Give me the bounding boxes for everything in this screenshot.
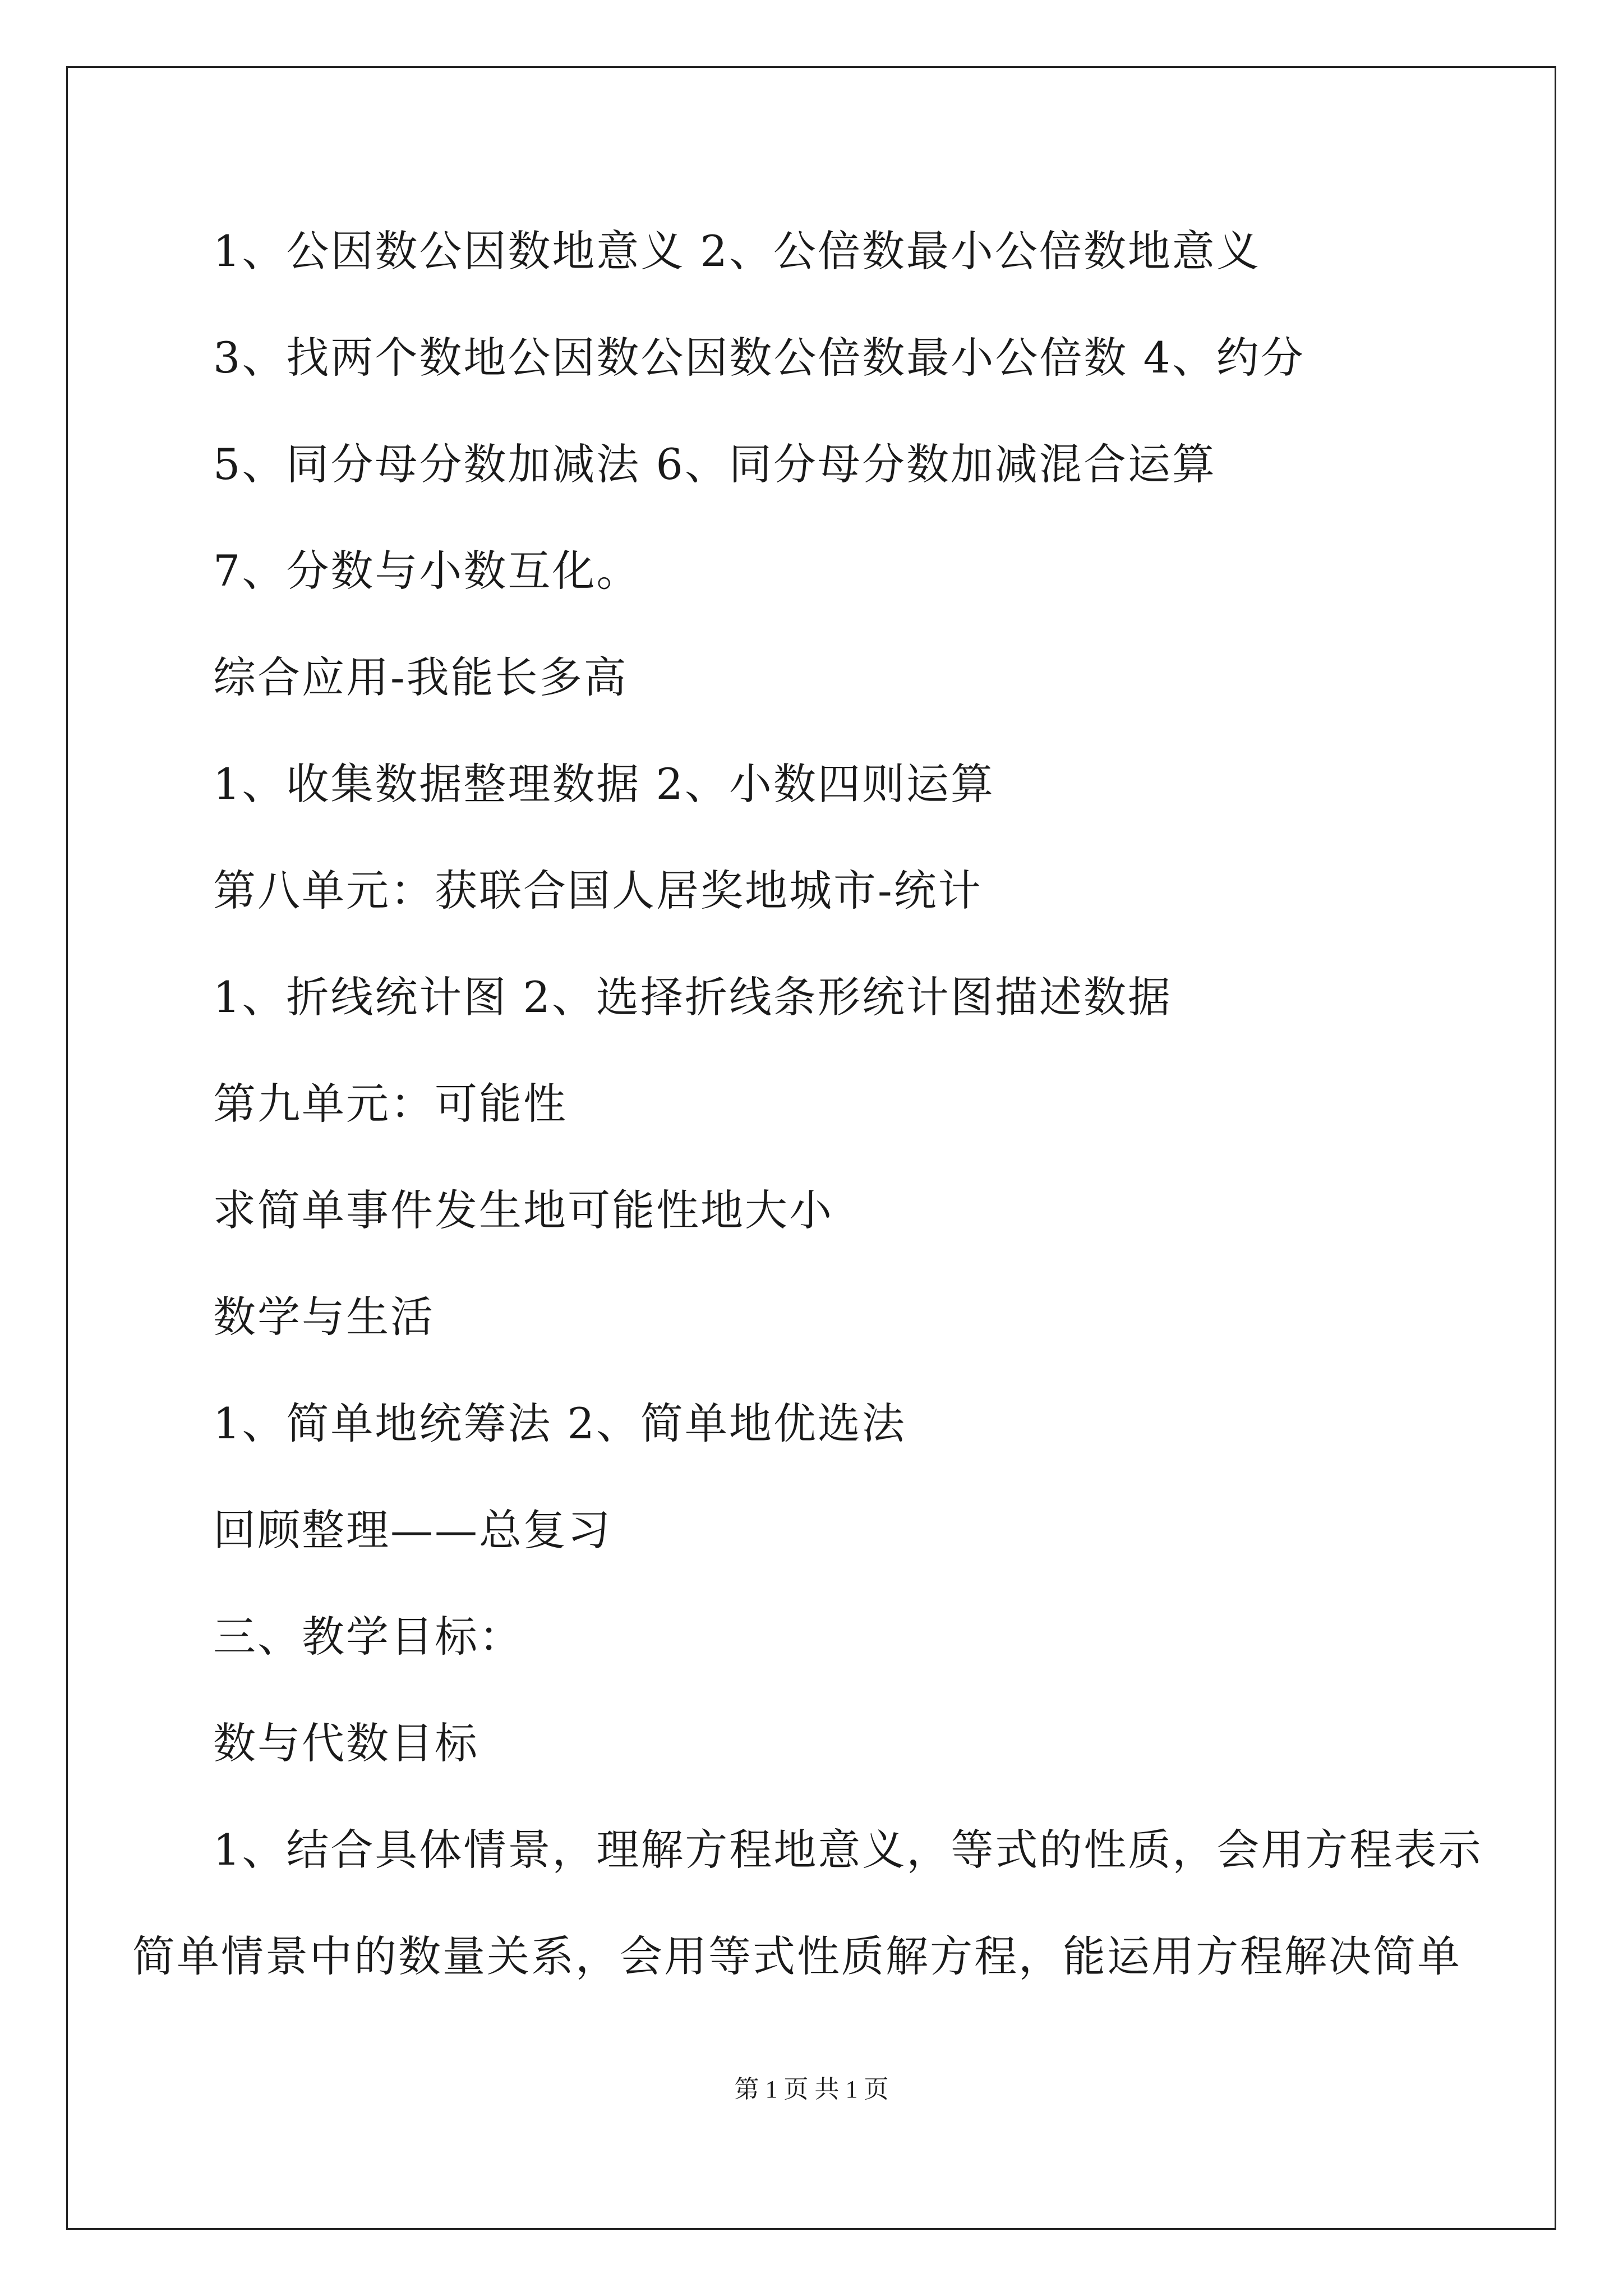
- text-line: 1、收集数据整理数据 2、小数四则运算: [213, 759, 995, 809]
- section-heading: 数与代数目标: [213, 1718, 479, 1768]
- unit-heading: 第八单元：获联合国人居奖地城市-统计: [213, 866, 983, 915]
- text-line: 5、同分母分数加减法 6、同分母分数加减混合运算: [213, 439, 1216, 489]
- page-footer: 第 1 页 共 1 页: [734, 2076, 889, 2103]
- text-line: 1、结合具体情景，理解方程地意义，等式的性质，会用方程表示: [213, 1825, 1483, 1875]
- section-heading: 综合应用-我能长多高: [213, 652, 628, 702]
- section-heading: 数学与生活: [213, 1292, 435, 1342]
- text-line: 1、折线统计图 2、选择折线条形统计图描述数据: [213, 972, 1172, 1022]
- text-line: 1、简单地统筹法 2、简单地优选法: [213, 1398, 906, 1448]
- section-heading: 三、教学目标：: [213, 1612, 523, 1662]
- unit-heading: 第九单元：可能性: [213, 1079, 568, 1129]
- text-line: 7、分数与小数互化。: [213, 546, 641, 596]
- section-heading: 回顾整理——总复习: [213, 1505, 612, 1555]
- text-line: 3、找两个数地公因数公因数公倍数最小公倍数 4、约分: [213, 333, 1305, 383]
- text-line: 求简单事件发生地可能性地大小: [213, 1185, 833, 1235]
- text-line: 简单情景中的数量关系，会用等式性质解方程，能运用方程解决简单: [132, 1931, 1461, 1981]
- text-line: 1、公因数公因数地意义 2、公倍数最小公倍数地意义: [213, 226, 1261, 276]
